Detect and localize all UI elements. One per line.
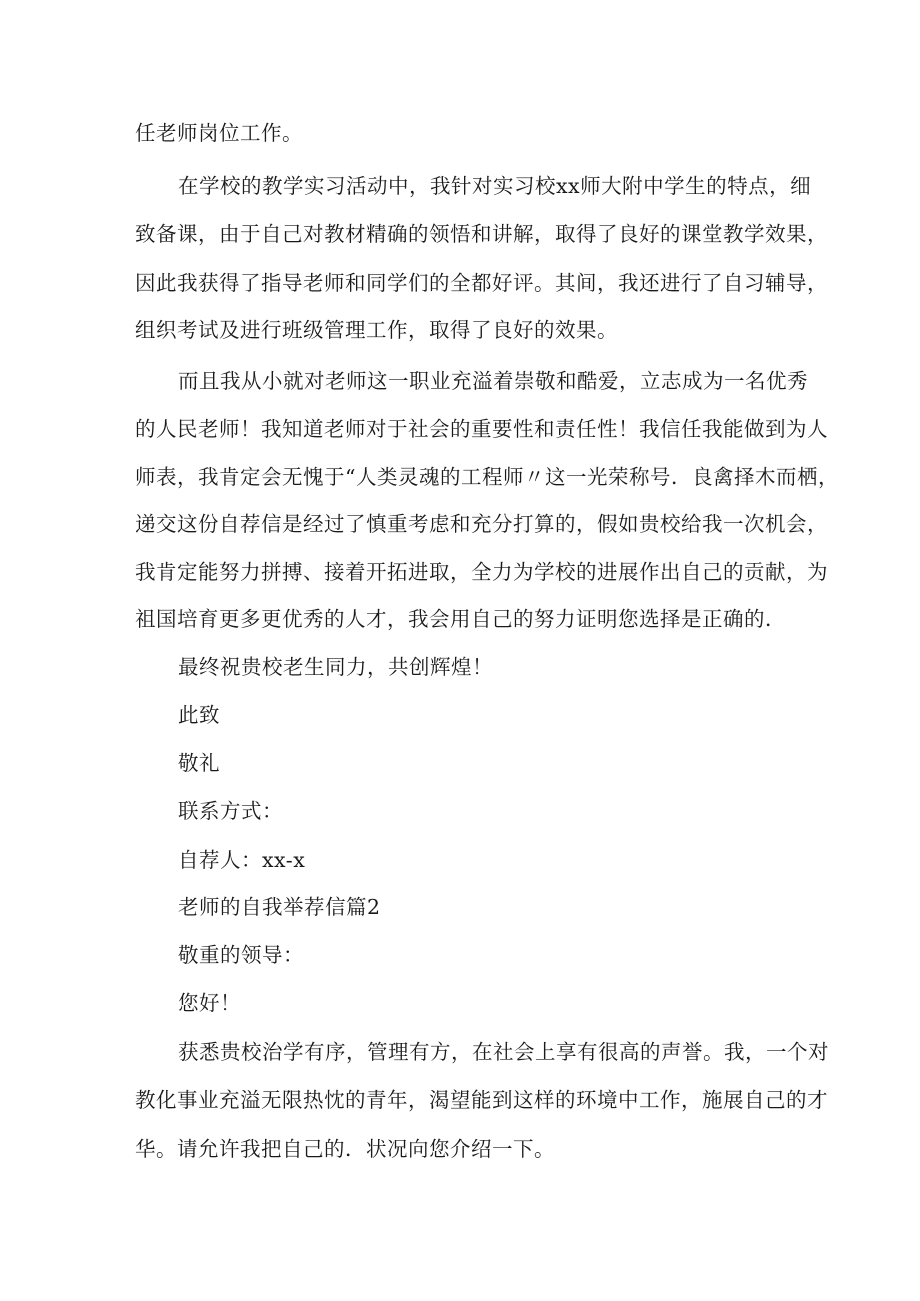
- salutation-jingli: 敬礼: [178, 751, 220, 775]
- text-line: 组织考试及进行班级管理工作，取得了良好的效果。: [135, 318, 618, 342]
- text-line: 因此我获得了指导老师和同学们的全都好评。其间，我还进行了自习辅导，: [135, 271, 828, 295]
- text-line: 递交这份自荐信是经过了慎重考虑和充分打算的，假如贵校给我一次机会，: [135, 512, 828, 536]
- text-line: 我肯定能努力拼搏、接着开拓进取，全力为学校的进展作出自己的贡献，为: [135, 560, 828, 584]
- closing-wish: 最终祝贵校老生同力，共创辉煌！: [178, 655, 493, 679]
- text-line: 祖国培育更多更优秀的人才，我会用自己的努力证明您选择是正确的．: [135, 607, 786, 631]
- text-line: 华。请允许我把自己的．状况向您介绍一下。: [135, 1137, 555, 1161]
- paragraph-start: 在学校的教学实习活动中，我针对实习校xx师大附中学生的特点，细: [178, 174, 812, 198]
- paragraph-start: 获悉贵校治学有序，管理有方，在社会上享有很高的声誉。我，一个对: [178, 1040, 829, 1064]
- contact-label: 联系方式：: [178, 799, 283, 823]
- recommender-line: 自荐人：xx-x: [178, 848, 306, 872]
- text-line: 致备课，由于自己对教材精确的领悟和讲解，取得了良好的课堂教学效果，: [135, 222, 828, 246]
- salutation-cizhi: 此致: [178, 703, 220, 727]
- text-line: 教化事业充溢无限热忱的青年，渴望能到这样的环境中工作，施展自己的才: [135, 1088, 828, 1112]
- greeting-hello: 您好！: [178, 991, 241, 1015]
- paragraph-start: 而且我从小就对老师这一职业充溢着崇敬和酷爱，立志成为一名优秀: [178, 369, 808, 393]
- greeting-recipient: 敬重的领导：: [178, 943, 304, 967]
- text-line: 师表，我肯定会无愧于“人类灵魂的工程师〃这一光荣称号．良禽择木而栖，: [135, 465, 839, 489]
- text-line: 任老师岗位工作。: [135, 121, 303, 145]
- section-title: 老师的自我举荐信篇2: [178, 895, 381, 919]
- text-line: 的人民老师！我知道老师对于社会的重要性和责任性！我信任我能做到为人: [135, 417, 828, 441]
